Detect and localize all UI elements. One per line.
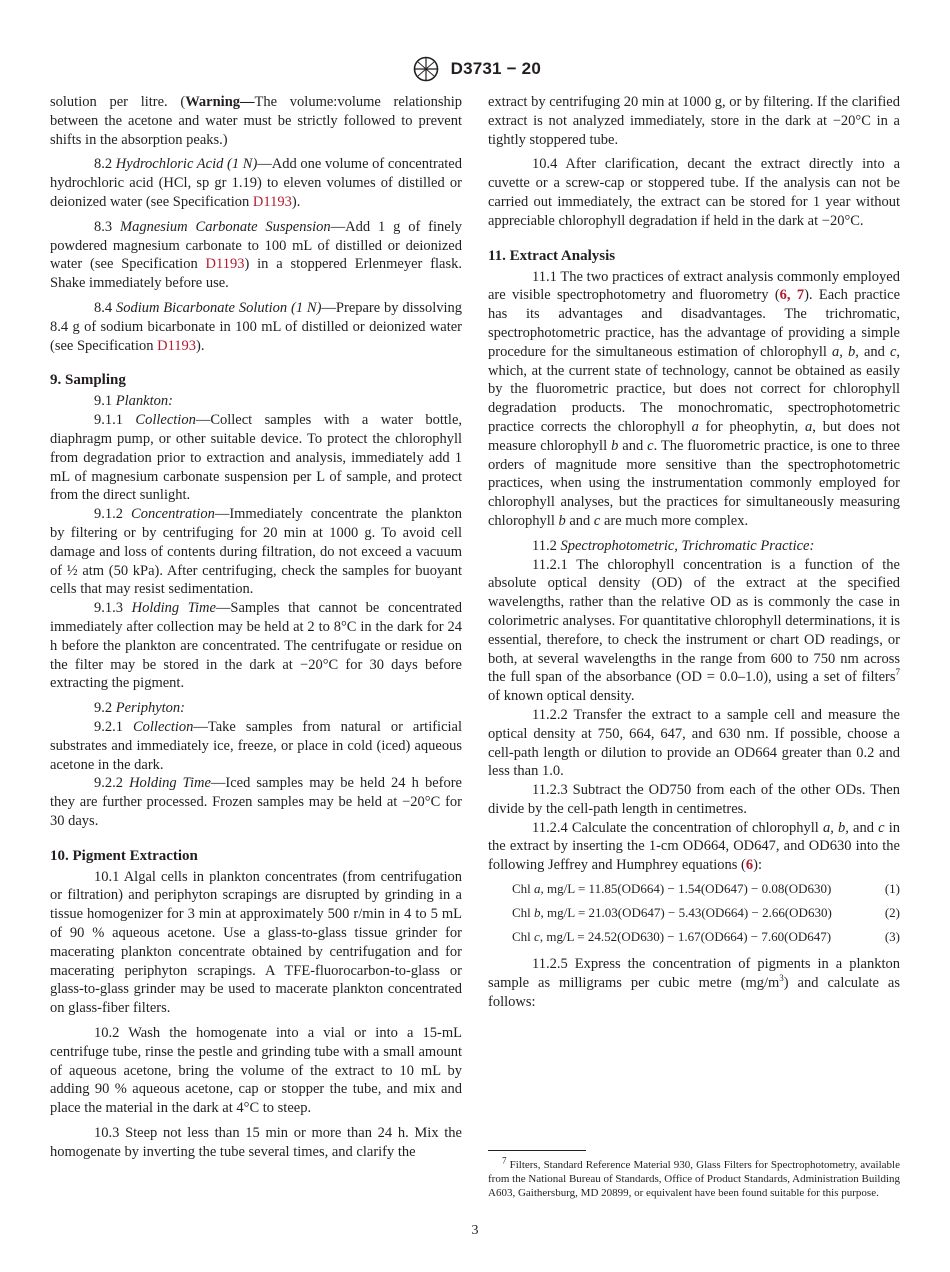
reference-link[interactable]: 6 <box>745 857 754 874</box>
equation-1: Chl a, mg/L = 11.85(OD664) − 1.54(OD647) − 0.08(OD630) (1) <box>512 881 900 897</box>
section-8-2: 8.2 Hydrochloric Acid (1 N)—Add one volume of concentrated hydrochloric acid (HCl, sp gr 1.19) to eleven volumes of distilled or deionized water (see Specification D1193). <box>50 156 462 210</box>
section-8-4: 8.4 Sodium Bicarbonate Solution (1 N)—Prepare by dissolving 8.4 g of sodium bicarbonate in 100 mL of distilled or deionized water (see Specification D1193). <box>50 299 463 354</box>
astm-logo-icon <box>409 56 443 82</box>
section-10-3-continued: extract by centrifuging 20 min at 1000 g, or by filtering. If the clarified extract is not analyzed immediately, store in the dark at −20°C in a tightly stoppered tube. <box>488 94 900 148</box>
right-column <box>488 93 900 1011</box>
left-column <box>50 93 462 1162</box>
footnote-rule <box>488 1150 586 1151</box>
section-11-2: 11.2 Spectrophotometric, Trichromatic Practice: <box>532 537 815 554</box>
section-9-1: 9.1 Plankton: <box>94 393 173 410</box>
footnote-marker[interactable]: 7 <box>895 667 900 678</box>
section-8-3: 8.3 Magnesium Carbonate Suspension—Add 1 g of finely powdered magnesium carbonate to 100 mL of distilled or deionized water (see Specification D1193) in a stoppered Erlenmeyer flask. Shake immediately before use. <box>50 218 463 292</box>
page-header <box>0 56 950 82</box>
footnote-area <box>488 1150 900 1200</box>
section-11-2-2: 11.2.2 Transfer the extract to a sample cell and measure the optical density at 750, 664, 647, and 630 nm. If possible, choose a cell-path length or dilution to provide an OD664 greater than 0.2 and less than 1.0. <box>488 706 900 780</box>
section-11-heading: 11. Extract Analysis <box>488 247 616 264</box>
warning-paragraph: solution per litre. (Warning—The volume:volume relationship between the acetone and water must be strictly followed to prevent shifts in the absorption peaks.) <box>50 94 463 148</box>
section-11-1: 11.1 The two practices of extract analysis commonly employed are visible spectrophotometry and fluorometry (6, 7). Each practice has its advantages and disadvantages. The trichromatic, spectrophotometric practice, has the advantage of providing a simple procedure for the simultaneous estimation of chlorophyll a, b, and c, which, at the current state of technology, cannot be obtained as easily by the fluorometric practice, but does not correct for chlorophyll degradation products. The monochromatic, spectrophotometric practice corrects the chlorophyll a for pheophytin, a, but does not measure chlorophyll b and c. The fluorometric practice, is one to three orders of magnitude more sensitive than the spectrophotometric practices, when using the instrumentation commonly employed for chlorophyll analyses, but the practices for simultaneously measuring chlorophyll b and c are much more complex. <box>488 268 901 529</box>
section-9-2-1: 9.2.1 Collection—Take samples from natural or artificial substrates and immediately ice, freeze, or place in cold (iced) aqueous acetone in the dark. <box>50 718 463 773</box>
section-10-4: 10.4 After clarification, decant the extract directly into a cuvette or a screw-cap or stoppered tube. If the analysis can not be carried out immediately, the extract can be stored for 1 year without appreciable chlorophyll degradation if held in the dark at −20°C. <box>488 156 900 229</box>
section-11-2-5: 11.2.5 Express the concentration of pigments in a plankton sample as milligrams per cubic metre $(mg/m^3)$ and calculate as follows: <box>488 956 900 1010</box>
footnote-7: $^7$ Filters, Standard Reference Material 930, Glass Filters for Spectrophotometry, available from the National Bureau of Standards, Office of Product Standards, Administration Building A603, Gaithersburg, MD 20899, or equivalent have been found suitable for this purpose. <box>488 1155 900 1199</box>
section-11-2-3: 11.2.3 Subtract the OD750 from each of the other ODs. Then divide by the cell-path length in centimetres. <box>488 782 900 817</box>
section-9-2-2: 9.2.2 Holding Time—Iced samples may be held 24 h before they are further processed. Frozen samples may be held at −20°C for 30 days. <box>50 775 462 829</box>
section-9-1-3: 9.1.3 Holding Time—Samples that cannot be concentrated immediately after collection may be held at 2 to 8°C in the dark for 24 h before the plankton are concentrated. The centrifugate or residue on the filter may be stored in the dark at −20°C for 30 days before extracting the pigment. <box>50 600 463 692</box>
spec-link[interactable]: D1193 <box>157 337 197 354</box>
equation-block <box>488 877 900 949</box>
section-10-heading: 10. Pigment Extraction <box>50 847 198 864</box>
equation-3: Chl c, mg/L = 24.52(OD630) − 1.67(OD664) − 7.60(OD647) (3) <box>512 929 900 945</box>
section-11-2-1: 11.2.1 The chlorophyll concentration is a function of the absolute optical density (OD) of the extract at the specified wavelengths, rather than the relative OD as is commonly the case in colorimetric analyses. For quantitative chlorophyll determinations, it is essential, therefore, to check the instrument or chart OD readings, or both, at several wavelengths in the range from 600 to 750 nm across the full span of the absorbance (OD = 0.0–1.0), using a set of filters$^7$ of known optical density. <box>488 556 900 705</box>
section-9-1-1: 9.1.1 Collection—Collect samples with a water bottle, diaphragm pump, or other suitable device. To protect the chlorophyll from degradation prior to extraction and analysis, immediately add 1 mL of magnesium carbonate suspension per L of sample, and protect from the direct sunlight. <box>50 412 463 504</box>
spec-link[interactable]: D1193 <box>252 193 292 210</box>
section-9-2: 9.2 Periphyton: <box>94 700 186 717</box>
section-9-1-2: 9.1.2 Concentration—Immediately concentrate the plankton by filtering or by centrifuging for 20 min at 1000 g. To avoid cell damage and loss of contents during filtration, do not exceed a vacuum of ½ atm (50 kPa). After centrifuging, check the samples for buoyant cells that may resist sedimentation. <box>50 506 462 598</box>
section-10-1: 10.1 Algal cells in plankton concentrates (from centrifugation or filtration) and periphyton scrapings are disrupted by grinding in a tissue homogenizer for 3 min at approximately 500 r/min in 4 to 5 mL of 90 % aqueous acetone. Use a glass-to-glass tissue grinder for macerating plankton concentrate obtained by centrifugation and for macerating periphyton scrapings. A TFE-fluorocarbon-to-glass or glass-to-glass grinder may be used to macerate plankton concentrated on glass-fiber filters. <box>50 868 462 1017</box>
equation-2: Chl b, mg/L = 21.03(OD647) − 5.43(OD664) − 2.66(OD630) (2) <box>512 905 900 921</box>
section-10-2: 10.2 Wash the homogenate into a vial or into a 15-mL centrifuge tube, rinse the pestle and grinding tube with a small amount of aqueous acetone, bring the volume of the extract to 10 mL by adding 90 % aqueous acetone, cap or stopper the tube, and mix and place the material in the dark at 4°C to steep. <box>50 1025 462 1117</box>
section-10-3: 10.3 Steep not less than 15 min or more than 24 h. Mix the homogenate by inverting the tube several times, and clarify the <box>50 1125 462 1160</box>
page-number: 3 <box>471 1223 479 1238</box>
section-11-2-4: 11.2.4 Calculate the concentration of chlorophyll a, b, and c in the extract by inserting the 1-cm OD664, OD647, and OD630 into the following Jeffrey and Humphrey equations (6): <box>488 819 901 874</box>
spec-link[interactable]: D1193 <box>205 256 245 273</box>
section-9-heading: 9. Sampling <box>50 372 126 389</box>
reference-link[interactable]: 6, 7 <box>779 287 805 304</box>
document-number: D3731 − 20 <box>450 58 541 78</box>
